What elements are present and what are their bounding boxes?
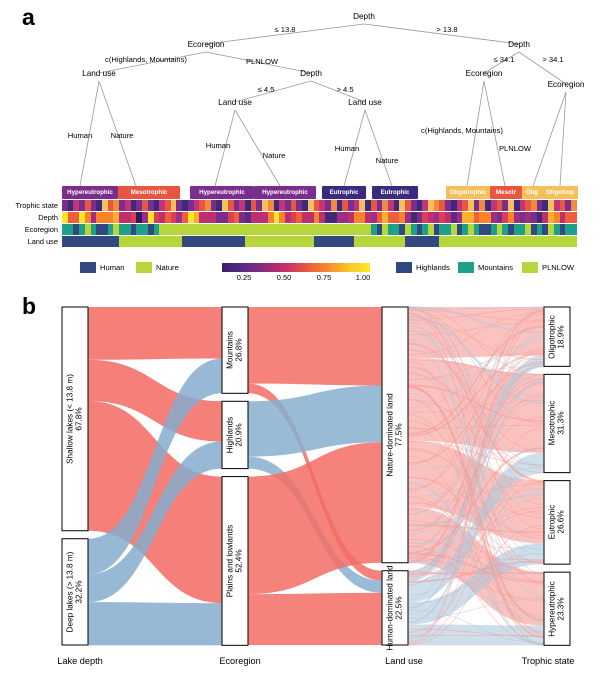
sankey-node-name: Eutrophic [547, 505, 557, 540]
tree-leaf-0: Hypereutrophic [62, 186, 118, 199]
sankey-node-name: Hypereutrophic [547, 580, 557, 637]
sankey-node-name: Plains and lowlands [225, 524, 235, 598]
tree-node-depth-right: Depth [508, 40, 530, 49]
tree-cond-landuse1-nature: Nature [110, 131, 134, 140]
sankey-node-name: Highlands [225, 416, 235, 454]
legend-label-highlands: Highlands [416, 263, 450, 272]
sankey-node-value: 67.8% [75, 407, 84, 431]
tree-cond-landuse2-nature: Nature [262, 151, 286, 160]
matrix-cell [571, 236, 577, 247]
tree-cond-landuse3-nature: Nature [375, 156, 399, 165]
sankey-node-name: Nature-dominated land [385, 393, 395, 477]
tree-leaf-6: Oligotrophic [446, 186, 490, 199]
legend-gradient-tick-0: 0.25 [236, 273, 252, 282]
panel-b-letter: b [22, 293, 37, 319]
tree-leaf-2: Hypereutrophic [190, 186, 254, 199]
legend-label-plnlow: PLNLOW [542, 263, 575, 272]
sankey-node-name: Mountains [225, 331, 235, 370]
tree-leaf-4: Eutrophic [322, 186, 366, 199]
panel-b-sankey-chart [0, 285, 600, 679]
sankey-node-nature-dominated [386, 393, 405, 476]
tree-leaf-3: Hypereutrophic [254, 186, 316, 199]
tree-cond-depth-gt138: > 13.8 [436, 25, 458, 34]
panel-a-letter: a [22, 4, 35, 30]
tree-cond-ecoregion-hm: c(Highlands, Mountains) [105, 55, 187, 64]
sankey-node-shallow-lakes [66, 374, 85, 464]
tree-cond-landuse2-human: Human [205, 141, 231, 150]
sankey-node-value: 77.5% [395, 423, 404, 447]
sankey-node-value: 52.4% [235, 549, 244, 573]
matrix-row-depth [62, 212, 578, 223]
tree-cond-depth-le341: ≤ 34.1 [493, 55, 515, 64]
sankey-flow [248, 307, 382, 386]
sankey-node-oligotrophic [548, 315, 567, 359]
tree-leaf-8: Olig [522, 186, 542, 199]
tree-cond-landuse3-human: Human [334, 144, 360, 153]
matrix-row-label-depth: Depth [38, 213, 58, 222]
tree-node-ecoregion-2: Ecoregion [465, 69, 503, 78]
legend-label-human: Human [100, 263, 125, 272]
matrix-row-trophic [62, 200, 578, 211]
legend-swatch-mountains [458, 262, 474, 273]
tree-leaf-7: Mesotr [490, 186, 522, 199]
tree-node-landuse-1: Land use [82, 69, 116, 78]
tree-node-ecoregion-3: Ecoregion [547, 80, 585, 89]
sankey-node-value: 18.9% [557, 325, 566, 349]
matrix-cell [571, 212, 577, 223]
sankey-node-hypereutrophic [548, 581, 567, 637]
legend-swatch-plnlow [522, 262, 538, 273]
sankey-flow [248, 593, 382, 645]
sankey-flows [0, 285, 600, 679]
sankey-node-highlands [226, 417, 245, 453]
sankey-node-value: 32.2% [75, 580, 84, 604]
matrix-cell [571, 224, 577, 235]
tree-cond-landuse1-human: Human [67, 131, 93, 140]
sankey-axis-trophic-state: Trophic state [521, 656, 575, 666]
sankey-node-value: 26.8% [235, 338, 244, 362]
tree-cond-ecoregion-plnlow: PLNLOW [245, 57, 279, 66]
tree-node-landuse-2: Land use [218, 98, 252, 107]
sankey-node-name: Oligotrophic [547, 314, 557, 359]
sankey-flow [88, 602, 222, 645]
legend-label-mountains: Mountains [478, 263, 514, 272]
sankey-node-deep-lakes [66, 551, 85, 632]
tree-leaf-9: Oligotrop [542, 186, 578, 199]
sankey-node-mesotrophic [548, 401, 567, 446]
legend-swatch-highlands [396, 262, 412, 273]
sankey-node-name: Mesotrophic [547, 401, 557, 446]
tree-cond-depth-le138: ≤ 13.8 [274, 25, 296, 34]
sankey-node-name: Shallow lakes (< 13.8 m) [65, 373, 75, 464]
legend-swatch-nature [136, 262, 152, 273]
tree-cond-ecoregion2-hm: c(Highlands, Mountains) [421, 126, 503, 135]
legend-gradient-tick-3: 1.00 [355, 273, 371, 282]
matrix-row-label-landuse: Land use [27, 237, 58, 246]
sankey-node-value: 31.3% [557, 411, 566, 436]
sankey-node-name: Human-dominated land [385, 565, 395, 651]
sankey-node-eutrophic [548, 505, 567, 540]
sankey-node-mountains [226, 331, 245, 369]
matrix-row-ecoregion [62, 224, 578, 235]
sankey-node-name: Deep lakes (> 13.8 m) [65, 551, 75, 633]
legend-gradient-tick-2: 0.75 [316, 273, 332, 282]
tree-node-depth-mid: Depth [300, 69, 322, 78]
tree-node-depth-root: Depth [353, 12, 375, 21]
legend-swatch-human [80, 262, 96, 273]
tree-node-landuse-3: Land use [348, 98, 382, 107]
sankey-node-plains-lowlands [226, 525, 245, 597]
tree-cond-depth-le45: ≤ 4.5 [257, 85, 275, 94]
sankey-node-value: 20.9% [235, 423, 244, 447]
tree-cond-depth-gt45: > 4.5 [336, 85, 354, 94]
legend-gradient-tick-1: 0.50 [276, 273, 292, 282]
sankey-node-value: 22.5% [395, 596, 404, 620]
sankey-axis-ecoregion: Ecoregion [219, 656, 261, 666]
matrix-row-landuse [62, 236, 578, 247]
tree-node-ecoregion-1: Ecoregion [187, 40, 225, 49]
sankey-flow [88, 307, 222, 360]
matrix-cell [571, 200, 577, 211]
sankey-node-value: 23.3% [557, 597, 566, 621]
tree-cond-ecoregion2-plnlow: PLNLOW [498, 144, 532, 153]
panel-a-tree-chart [0, 0, 600, 285]
matrix-row-label-trophic: Trophic state [15, 201, 58, 210]
sankey-axis-land-use: Land use [385, 656, 423, 666]
tree-leaf-1: Mesotrophic [118, 186, 180, 199]
legend-gradient-bar [222, 263, 370, 272]
sankey-node-value: 26.6% [557, 510, 566, 534]
legend-label-nature: Nature [156, 263, 179, 272]
tree-leaf-5: Eutrophic [372, 186, 418, 199]
sankey-axis-lake-depth: Lake depth [57, 656, 103, 666]
sankey-node-human-dominated [386, 565, 405, 650]
tree-cond-depth-gt341: > 34.1 [542, 55, 564, 64]
matrix-row-label-ecoregion: Ecoregion [24, 225, 58, 234]
